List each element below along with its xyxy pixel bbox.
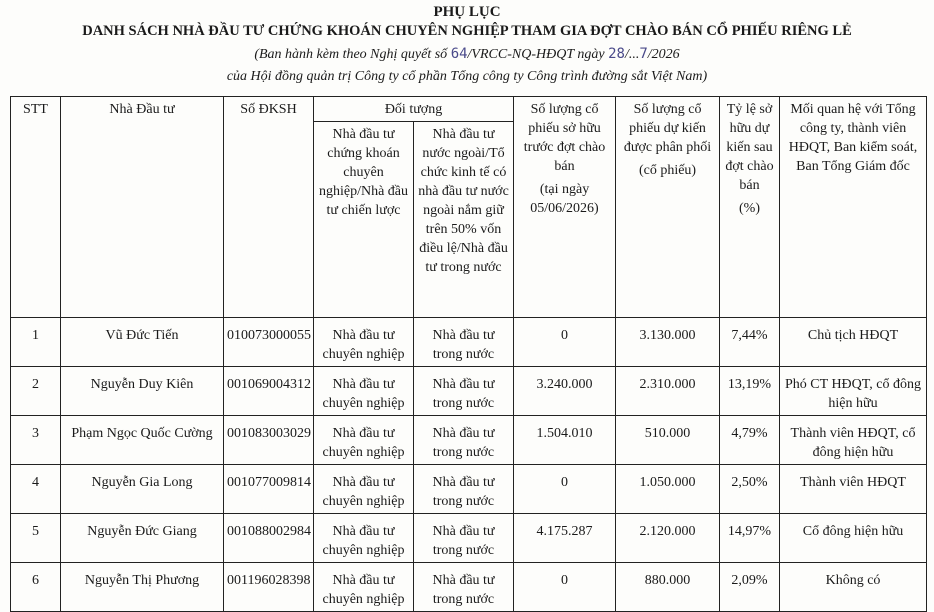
header-shares-before-date: (tại ngày 05/06/2026) (530, 182, 599, 216)
table-row (11, 563, 927, 612)
cell-relation: Không có (780, 563, 927, 612)
cell-stt: 3 (11, 416, 61, 465)
cell-shares-before: 0 (514, 318, 616, 367)
cell-subject-a: Nhà đầu tư chuyên nghiệp (314, 514, 414, 563)
header-ratio-unit: (%) (739, 201, 761, 216)
cell-investor-name: Nguyễn Duy Kiên (61, 367, 224, 416)
cell-investor-name: Phạm Ngọc Quốc Cường (61, 416, 224, 465)
cell-subject-a: Nhà đầu tư chuyên nghiệp (314, 367, 414, 416)
table-row (11, 318, 927, 367)
investor-table (10, 96, 927, 612)
header-investor: Nhà Đầu tư (61, 97, 224, 318)
cell-stt: 2 (11, 367, 61, 416)
document-subtitle: DANH SÁCH NHÀ ĐẦU TƯ CHỨNG KHOÁN CHUYÊN NGHIỆP THAM GIA ĐỢT CHÀO BÁN CỔ PHIẾU RIÊNG LẺ (82, 23, 852, 39)
resolution-prefix: (Ban hành kèm theo Nghị quyết số (254, 47, 451, 62)
cell-subject-b: Nhà đầu tư trong nước (414, 367, 514, 416)
cell-dksh: 001196028398 (224, 563, 314, 612)
cell-relation: Thành viên HĐQT, cổ đông hiện hữu (780, 416, 927, 465)
header-ratio-label: Tỷ lệ sở hữu dự kiến sau đợt chào bán (725, 102, 774, 193)
document-title: PHỤ LỤC (433, 4, 501, 20)
table-row (11, 367, 927, 416)
table-row (11, 416, 927, 465)
cell-dksh: 001077009814 (224, 465, 314, 514)
header-shares-before (514, 97, 616, 318)
cell-shares-alloc: 3.130.000 (616, 318, 720, 367)
cell-investor-name: Nguyễn Đức Giang (61, 514, 224, 563)
cell-relation: Phó CT HĐQT, cổ đông hiện hữu (780, 367, 927, 416)
cell-shares-alloc: 2.120.000 (616, 514, 720, 563)
cell-subject-a: Nhà đầu tư chuyên nghiệp (314, 465, 414, 514)
cell-shares-alloc: 510.000 (616, 416, 720, 465)
cell-relation: Thành viên HĐQT (780, 465, 927, 514)
cell-stt: 4 (11, 465, 61, 514)
cell-subject-b: Nhà đầu tư trong nước (414, 416, 514, 465)
resolution-number: 64 (450, 46, 468, 62)
header-stt: STT (11, 97, 61, 318)
resolution-day: 28 (608, 46, 625, 62)
cell-subject-b: Nhà đầu tư trong nước (414, 514, 514, 563)
cell-ratio: 7,44% (720, 318, 780, 367)
cell-ratio: 13,19% (720, 367, 780, 416)
cell-shares-alloc: 1.050.000 (616, 465, 720, 514)
cell-ratio: 4,79% (720, 416, 780, 465)
resolution-reference (0, 46, 934, 63)
cell-ratio: 14,97% (720, 514, 780, 563)
cell-dksh: 001083003029 (224, 416, 314, 465)
cell-shares-before: 1.504.010 (514, 416, 616, 465)
header-shares-alloc (616, 97, 720, 318)
cell-subject-a: Nhà đầu tư chuyên nghiệp (314, 563, 414, 612)
resolution-year: /2026 (647, 47, 680, 62)
cell-relation: Cổ đông hiện hữu (780, 514, 927, 563)
cell-shares-before: 0 (514, 465, 616, 514)
header-dksh: Số ĐKSH (224, 97, 314, 318)
header-ratio (720, 97, 780, 318)
header-shares-before-label: Số lượng cổ phiếu sở hữu trước đợt chào bán (523, 102, 606, 174)
cell-shares-alloc: 880.000 (616, 563, 720, 612)
cell-subject-b: Nhà đầu tư trong nước (414, 465, 514, 514)
table-row (11, 514, 927, 563)
table-row (11, 465, 927, 514)
cell-dksh: 001069004312 (224, 367, 314, 416)
issuer-line: của Hội đồng quản trị Công ty cổ phần Tổng công ty Công trình đường sắt Việt Nam) (226, 69, 708, 84)
cell-shares-before: 4.175.287 (514, 514, 616, 563)
cell-shares-alloc: 2.310.000 (616, 367, 720, 416)
header-subject: Đối tượng (314, 97, 514, 122)
header-shares-alloc-label: Số lượng cổ phiếu dự kiến được phân phối (623, 102, 712, 155)
header-subject-b: Nhà đầu tư nước ngoài/Tổ chức kinh tế có nhà đầu tư nước ngoài nắm giữ trên 50% vốn điều lệ/Nhà đầu tư trong nước (414, 122, 514, 318)
cell-investor-name: Nguyễn Gia Long (61, 465, 224, 514)
table-header-row (11, 97, 927, 122)
resolution-sep: /... (624, 47, 640, 62)
resolution-mid: /VRCC-NQ-HĐQT ngày (467, 47, 609, 62)
cell-relation: Chủ tịch HĐQT (780, 318, 927, 367)
cell-subject-b: Nhà đầu tư trong nước (414, 563, 514, 612)
header-shares-alloc-unit: (cổ phiếu) (638, 163, 697, 178)
cell-subject-b: Nhà đầu tư trong nước (414, 318, 514, 367)
cell-ratio: 2,09% (720, 563, 780, 612)
cell-subject-a: Nhà đầu tư chuyên nghiệp (314, 416, 414, 465)
cell-stt: 5 (11, 514, 61, 563)
header-relation: Mối quan hệ với Tổng công ty, thành viên HĐQT, Ban kiểm soát, Ban Tổng Giám đốc (780, 97, 927, 318)
cell-ratio: 2,50% (720, 465, 780, 514)
cell-investor-name: Vũ Đức Tiến (61, 318, 224, 367)
cell-stt: 6 (11, 563, 61, 612)
cell-subject-a: Nhà đầu tư chuyên nghiệp (314, 318, 414, 367)
cell-shares-before: 0 (514, 563, 616, 612)
cell-dksh: 010073000055 (224, 318, 314, 367)
cell-stt: 1 (11, 318, 61, 367)
cell-shares-before: 3.240.000 (514, 367, 616, 416)
cell-dksh: 001088002984 (224, 514, 314, 563)
resolution-month: 7 (639, 46, 648, 62)
cell-investor-name: Nguyễn Thị Phương (61, 563, 224, 612)
header-subject-a: Nhà đầu tư chứng khoán chuyên nghiệp/Nhà đầu tư chiến lược (314, 122, 414, 318)
